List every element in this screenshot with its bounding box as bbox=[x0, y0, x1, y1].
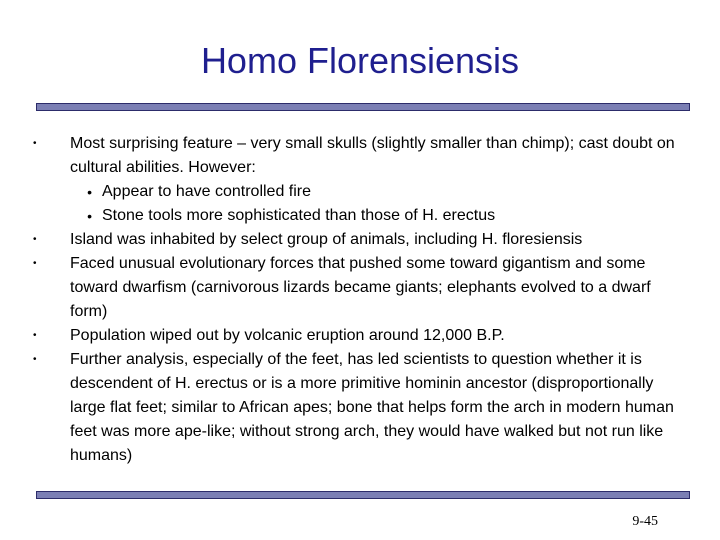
sub-bullet-icon: • bbox=[87, 184, 92, 200]
bullet-text: Further analysis, especially of the feet, has led scientists to question whether it is descendent of H. erectus or is a more primitive hominin ancestor (disproportionally large flat feet; similar to African apes; bone that helps form the arch in modern human feet was more ape-like; without strong arch, they would have walked but not run like humans) bbox=[70, 351, 674, 464]
bullet-icon: • bbox=[33, 234, 37, 245]
sub-bullet-text: Stone tools more sophisticated than those of H. erectus bbox=[102, 207, 496, 224]
list-item bbox=[32, 252, 692, 324]
bullet-text: Most surprising feature – very small skulls (slightly smaller than chimp); cast doubt on cultural abilities. However: bbox=[70, 135, 675, 176]
bullet-text: Faced unusual evolutionary forces that pushed some toward gigantism and some toward dwarfism (carnivorous lizards became giants; elephants evolved to a dwarf form) bbox=[70, 255, 651, 320]
slide-title: Homo Florensiensis bbox=[200, 40, 520, 81]
bullet-icon: • bbox=[33, 330, 37, 341]
list-item bbox=[32, 324, 692, 348]
bullet-icon: • bbox=[33, 138, 37, 149]
bullet-icon: • bbox=[33, 258, 37, 269]
footer-divider bbox=[36, 491, 690, 499]
bullet-text: Island was inhabited by select group of animals, including H. floresiensis bbox=[70, 231, 583, 248]
sub-list-item bbox=[32, 204, 692, 228]
bullet-text: Population wiped out by volcanic eruption around 12,000 B.P. bbox=[70, 327, 505, 344]
list-item bbox=[32, 132, 692, 180]
bullet-list bbox=[32, 132, 692, 468]
sub-bullet-text: Appear to have controlled fire bbox=[102, 183, 312, 200]
list-item bbox=[32, 348, 692, 468]
bullet-icon: • bbox=[33, 354, 37, 365]
title-divider bbox=[36, 103, 690, 111]
page-number: 9-45 bbox=[632, 514, 658, 529]
sub-list-item bbox=[32, 180, 692, 204]
sub-bullet-icon: • bbox=[87, 208, 92, 224]
list-item bbox=[32, 228, 692, 252]
